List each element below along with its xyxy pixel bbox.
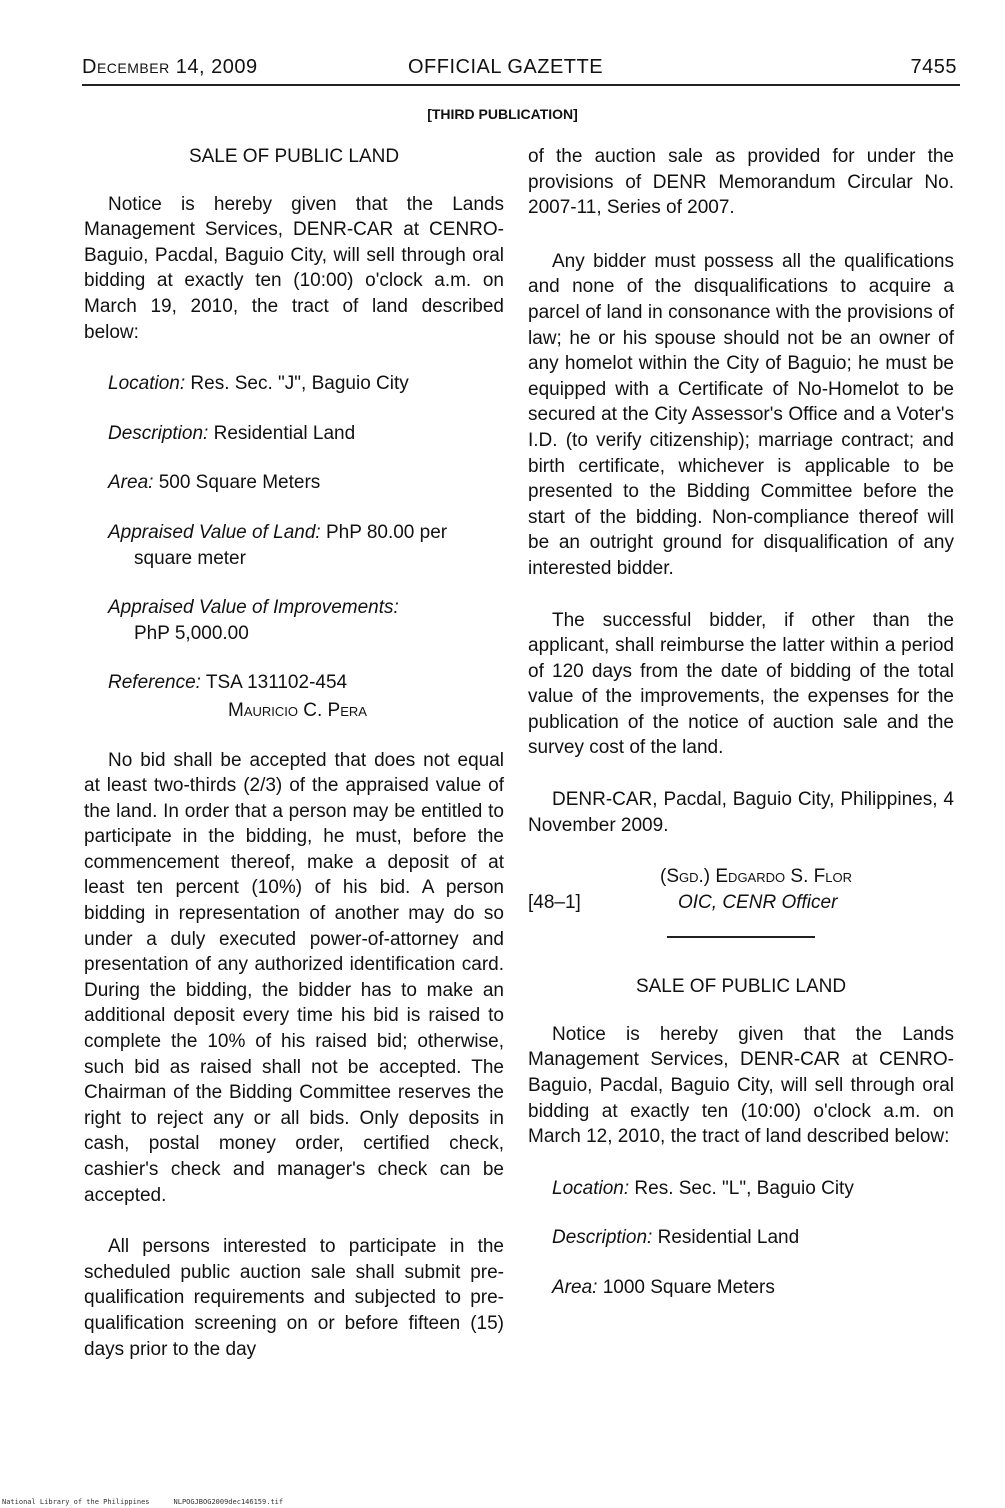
notice2-location xyxy=(528,1176,954,1202)
footer-library: National Library of the Philippines xyxy=(2,1498,150,1506)
notice1-location xyxy=(84,371,504,397)
notice1-successful-paragraph: The successful bidder, if other than the applicant, shall reimburse the latter within a period of 120 days from the date of bidding of the total value of the improvements, the expenses for the publication of the notice of auction sale and the survey cost of the land. xyxy=(528,609,954,759)
notice1-area xyxy=(84,470,504,496)
notice1-description xyxy=(84,421,504,447)
improvements-value: PhP 5,000.00 xyxy=(134,622,249,644)
description-value: Residential Land xyxy=(213,422,356,444)
description-label: Description: xyxy=(552,1227,653,1249)
location-value: Res. Sec. "L", Baguio City xyxy=(634,1177,854,1199)
area-value: 500 Square Meters xyxy=(158,472,321,494)
notice1-land-value xyxy=(84,520,504,571)
area-label: Area: xyxy=(552,1277,598,1298)
notice1-place-date: DENR-CAR, Pacdal, Baguio City, Philippines, 4 November 2009. xyxy=(528,789,954,836)
prequal-text-part2: of the auction sale as provided for under the provisions of DENR Memorandum Circular No. 2007-11, Series of 2007. xyxy=(528,146,954,219)
land-value-label: Appraised Value of Land: xyxy=(108,521,321,543)
scan-footer xyxy=(2,1498,307,1506)
description-value: Residential Land xyxy=(657,1227,800,1249)
notice1-title: SALE OF PUBLIC LAND xyxy=(188,146,400,167)
location-value: Res. Sec. "J", Baguio City xyxy=(190,373,409,395)
footer-filename: NLPOGJBOG2009dec146159.tif xyxy=(173,1498,284,1506)
reference-label: Reference: xyxy=(108,672,201,694)
publication-name: OFFICIAL GAZETTE xyxy=(408,56,604,78)
notice2-title: SALE OF PUBLIC LAND xyxy=(635,976,847,998)
header-date: December 14, 2009 xyxy=(82,56,258,78)
location-label: Location: xyxy=(552,1177,630,1199)
prequal-text-part1: All persons interested to participate in the scheduled public auction sale shall submit pre-qualification requirements and subjected to pre-qualification screening on or before fifteen (15) days prior to the day xyxy=(84,1236,504,1360)
left-column xyxy=(84,144,504,1362)
notice1-signature-block xyxy=(528,864,954,916)
notice2-area xyxy=(528,1275,954,1301)
notice-code: [48–1] xyxy=(528,892,581,914)
area-label: Area: xyxy=(108,472,154,494)
right-column xyxy=(528,144,954,1325)
publication-note: [THIRD PUBLICATION] xyxy=(427,106,578,122)
notice1-intro: Notice is hereby given that the Lands Management Services, DENR-CAR at CENRO-Baguio, Pacdal, Baguio City, will sell through oral bidding at exactly ten (10:00) o'clock a.m. on March 19, 2010, the tract of land described below: xyxy=(84,193,504,343)
notice1-bidder-paragraph: Any bidder must possess all the qualifications and none of the disqualifications to acquire a parcel of land in consonance with the provisions of law; he or his spouse should not be an owner of any homelot within the City of Baguio; he must be equipped with a Certificate of No-Homelot to be secured at the City Assessor's Office and a Voter's I.D. (to verify citizenship); marriage contract; and birth certificate, whichever is applicable to be presented to the Bidding Committee before the start of the bidding. Non-compliance thereof will be an outright ground for disqualification of any interested bidder. xyxy=(528,250,954,579)
notice1-reference xyxy=(84,670,504,723)
improvements-label: Appraised Value of Improvements: xyxy=(108,597,399,619)
notice1-prequal-continued xyxy=(528,144,954,221)
location-label: Location: xyxy=(108,373,186,395)
header-rule xyxy=(82,84,960,86)
signature xyxy=(660,864,852,890)
land-value: PhP 80.00 per square meter xyxy=(134,521,448,569)
notice2-description xyxy=(528,1225,954,1251)
signatory-title: OIC, CENR Officer xyxy=(678,892,838,914)
notice2-intro: Notice is hereby given that the Lands Management Services, DENR-CAR at CENRO-Baguio, Pacdal, Baguio City, will sell through oral bidding at exactly ten (10:00) o'clock a.m. on March 12, 2010, the tract of land described below: xyxy=(528,1023,954,1148)
page-number: 7455 xyxy=(910,56,957,78)
reference-name: Mauricio C. Pera xyxy=(228,699,367,721)
notice-divider xyxy=(667,936,815,938)
notice1-prequal-paragraph xyxy=(84,1234,504,1362)
area-value: 1000 Square Meters xyxy=(602,1277,775,1298)
notice1-improvements xyxy=(84,595,504,646)
reference-value: TSA 131102-454 xyxy=(205,672,348,694)
description-label: Description: xyxy=(108,422,209,444)
signature-text: (Sgd.) Edgardo S. Flor xyxy=(660,866,852,888)
notice1-bid-paragraph: No bid shall be accepted that does not equal at least two-thirds (2/3) of the appraised value of the land. In order that a person may be entitled to participate in the bidding, he must, before the commencement thereof, make a deposit of at least ten percent (10%) of his bid. A person bidding in representation of another may do so under a duly executed power-of-attorney and presentation of any authorized identification card. During the bidding, the bidder has to make an additional deposit every time his bid is raised to complete the 10% of his raised bid; otherwise, such bid as raised shall not be accepted. The Chairman of the Bidding Committee reserves the right to reject any or all bids. Only deposits in cash, postal money order, certified check, cashier's check and manager's check can be accepted. xyxy=(84,749,504,1206)
